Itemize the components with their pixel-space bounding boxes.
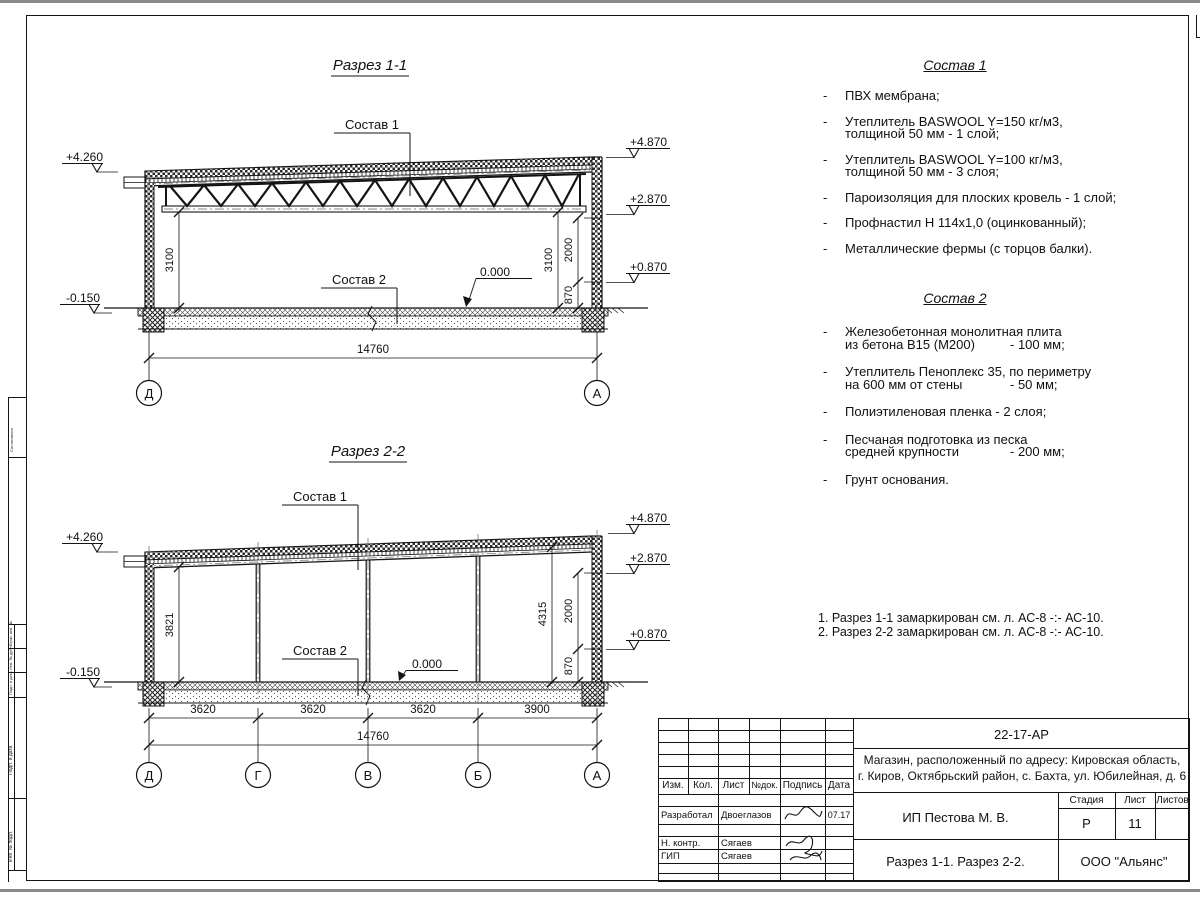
composition2-list — [823, 326, 1200, 501]
tb-project-line1: Магазин, расположенный по адресу: Кировская область, — [863, 753, 1181, 767]
signature — [782, 834, 824, 864]
composition1-list — [823, 90, 1200, 268]
tb-name: Сягаев — [721, 838, 752, 849]
dim-label: 870 — [563, 285, 575, 305]
list-item: - Песчаная подготовка из песка средней крупности - 200 мм; — [823, 431, 1065, 459]
dim-label: 3100 — [543, 247, 555, 273]
dim-label: 2000 — [563, 598, 575, 624]
axis-bubble-label: Г — [254, 768, 262, 783]
comp2-label: Состав 2 — [332, 272, 386, 287]
tb-doc-code: 22-17-АР — [994, 727, 1049, 742]
list-item: - Железобетонная монолитная плита из бетона В15 (М200) - 100 мм; — [823, 324, 1065, 352]
tb-role: Н. контр. — [661, 838, 701, 849]
elevation-label: +0.870 — [630, 260, 668, 274]
composition2-title: Состав 2 — [923, 290, 987, 306]
tb-date: 07.17 — [827, 810, 851, 820]
tb-stage-label: Стадия — [1069, 795, 1104, 806]
elevation-label: +4.260 — [65, 150, 103, 164]
section-title: Разрез 2-2 — [330, 443, 406, 460]
left-wall — [145, 171, 154, 308]
list-item: - ПВХ мембрана; — [823, 88, 940, 103]
list-item: - Полиэтиленовая пленка - 2 слоя; — [823, 404, 1047, 419]
tb-role: Разработал — [661, 810, 713, 821]
dim-label: 3620 — [300, 704, 326, 716]
list-item: - Утеплитель BASWOOL Y=100 кг/м3, толщиной 50 мм - 3 слоя; — [823, 151, 1063, 179]
dim-label: 4315 — [537, 601, 549, 627]
side-stamp-label: Инв. № дубл. — [8, 645, 13, 670]
zero-label: 0.000 — [412, 657, 443, 671]
tb-sheet-value: 11 — [1128, 816, 1142, 831]
elevation-label: -0.150 — [65, 665, 100, 679]
list-item: - Металлические фермы (с торцов балки). — [823, 240, 1093, 256]
zero-label: 0.000 — [480, 265, 511, 279]
dim-label: 14760 — [357, 344, 389, 356]
axis-bubble-label: Д — [144, 768, 154, 783]
elevation-label: +0.870 — [630, 627, 668, 641]
tb-client: ИП Пестова М. В. — [902, 810, 1009, 825]
dim-label: 870 — [563, 656, 575, 676]
axis-bubble-label: Д — [144, 386, 154, 401]
tb-col-podpis: Подпись — [782, 780, 823, 791]
elevation-label: +4.870 — [630, 511, 668, 525]
composition-labels — [321, 117, 410, 324]
side-stamp-label: Подп. и дата — [8, 745, 14, 775]
tb-name: Сягаев — [721, 851, 752, 862]
axis-bubble-label: А — [592, 768, 602, 783]
notes — [818, 612, 1104, 639]
dim-label: 2000 — [563, 237, 575, 263]
list-item: - Утеплитель BASWOOL Y=150 кг/м3, толщиной 50 мм - 1 слой; — [823, 113, 1063, 141]
side-stamp-label: Согласовано — [9, 427, 14, 452]
tb-col-list: Лист — [722, 780, 745, 791]
dim-label: 3821 — [164, 612, 176, 638]
elevation-label: +2.870 — [630, 551, 668, 565]
elevation-label: +4.260 — [65, 530, 103, 544]
note-line: 2. Разрез 2-2 замаркирован см. л. АС-8 -:- АС-10. — [818, 624, 1104, 639]
tb-sheet-title: Разрез 1-1. Разрез 2-2. — [886, 854, 1025, 869]
dim-label: 3620 — [190, 704, 216, 716]
tb-col-kol: Кол. — [693, 780, 713, 791]
grid-dimension — [137, 704, 610, 788]
section-title: Разрез 1-1 — [332, 57, 408, 74]
section-1-1 — [60, 57, 670, 406]
elevation-label: +2.870 — [630, 192, 668, 206]
tb-project-line2: г. Киров, Октябрьский район, с. Бахта, ул. Юбилейная, д. 6 — [857, 769, 1187, 783]
side-stamp-label: Подп. и дата — [8, 671, 13, 695]
tb-role: ГИП — [661, 851, 680, 862]
tb-stage-value: Р — [1082, 816, 1091, 831]
tb-company: ООО "Альянс" — [1080, 854, 1168, 869]
vertical-dimensions — [156, 542, 602, 687]
axis-bubble-label: В — [363, 768, 373, 783]
tb-sheet-label: Лист — [1124, 795, 1146, 806]
dim-label: 3900 — [524, 704, 550, 716]
tb-col-izm: Изм. — [662, 780, 684, 791]
tb-col-data: Дата — [827, 780, 851, 791]
left-wall — [145, 552, 154, 682]
comp1-label: Состав 1 — [345, 117, 399, 132]
axis-bubble-label: А — [592, 386, 602, 401]
list-item: - Пароизоляция для плоских кровель - 1 слой; — [823, 189, 1117, 205]
roof-band — [145, 536, 592, 568]
list-item: - Профнастил Н 114х1,0 (оцинкованный); — [823, 215, 1087, 230]
section-2-2 — [60, 443, 670, 788]
elevation-label: +4.870 — [630, 135, 668, 149]
list-item: - Грунт основания. — [823, 471, 949, 487]
dim-label: 14760 — [357, 731, 389, 743]
side-stamp-label: Инв. № подл. — [8, 830, 14, 862]
signature — [782, 803, 824, 825]
elevation-label: -0.150 — [65, 291, 100, 305]
floor-slab — [104, 680, 648, 706]
composition-labels — [282, 489, 358, 696]
floor-slab — [104, 306, 648, 332]
dim-label: 3100 — [164, 247, 176, 273]
zero-level-mark — [463, 265, 532, 307]
note-line: 1. Разрез 1-1 замаркирован см. л. АС-8 -:- АС-10. — [818, 611, 1104, 625]
axis-bubble-label: Б — [473, 768, 483, 783]
tb-sheets-label: Листов — [1156, 795, 1189, 806]
tb-col-ndok: №док. — [751, 780, 778, 790]
comp2-label: Состав 2 — [293, 643, 347, 658]
roof-band — [145, 157, 592, 186]
comp1-label: Состав 1 — [293, 489, 347, 504]
grid-dimension — [137, 332, 610, 406]
side-stamp-label: Взам. инв. № — [8, 621, 13, 646]
vertical-dimensions — [164, 207, 602, 313]
dim-label: 3620 — [410, 704, 436, 716]
composition1-title: Состав 1 — [923, 57, 987, 73]
tb-name: Двоеглазов — [721, 810, 772, 821]
zero-level-mark — [398, 657, 458, 681]
list-item: - Утеплитель Пеноплекс 35, по периметру на 600 мм от стены - 50 мм; — [823, 364, 1092, 392]
